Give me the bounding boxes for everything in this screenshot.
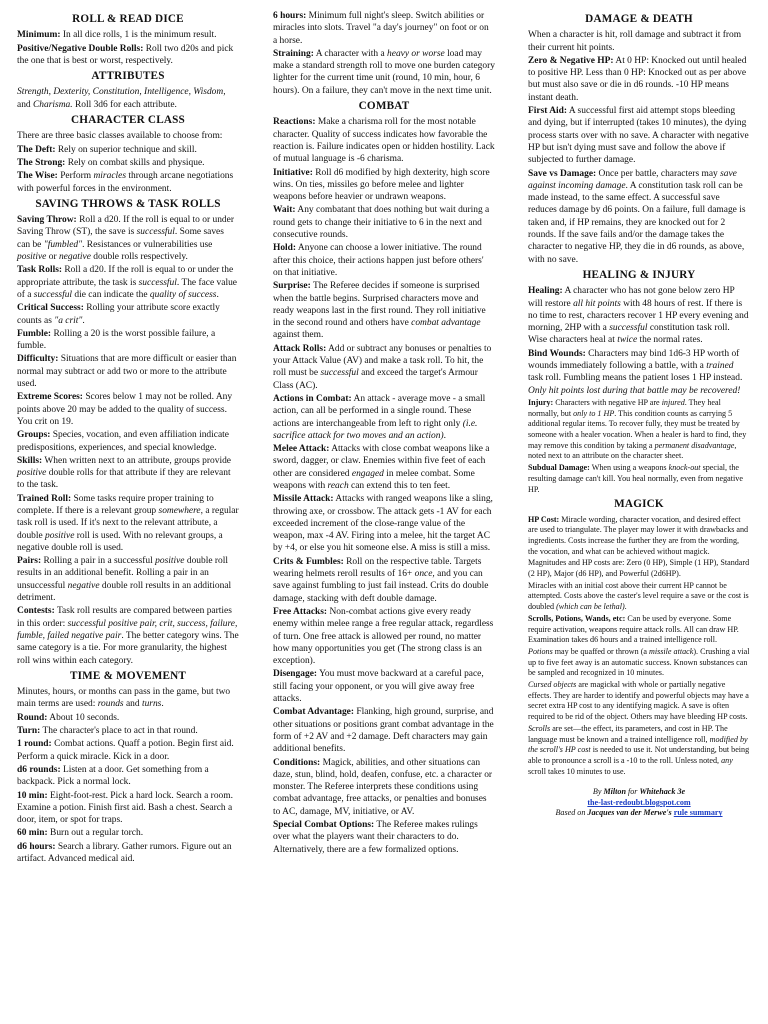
rule-double-rolls: Positive/Negative Double Rolls: Roll two d20s and pick the one that is best or worst, respectively. bbox=[17, 43, 234, 66]
class-intro: There are three basic classes available to choose from: bbox=[17, 131, 223, 142]
rule-crits-fumbles: Crits & Fumbles: Roll on the respective table. Targets wearing helmets reroll results of 16+ once, and you can save against fumbling to just fail instead. Crits do double damage, stacking with deft double damage. bbox=[273, 556, 489, 604]
section-title-attributes: ATTRIBUTES bbox=[91, 70, 165, 83]
section-title-roll-dice: ROLL & READ DICE bbox=[72, 13, 184, 25]
rule-6-hours: 6 hours: Minimum full night's sleep. Switch abilities or miracles into slots. Travel "a day's journey" on foot or on a horse. bbox=[273, 11, 489, 46]
rule-critical-success: Critical Success: Rolling your attribute score exactly counts as "a crit". bbox=[17, 303, 220, 326]
rule-minimum: Minimum: In all dice rolls, 1 is the minimum result. bbox=[17, 30, 217, 41]
rule-summary-link[interactable]: rule summary bbox=[673, 808, 723, 818]
rule-conditions: Conditions: Magick, abilities, and other situations can daze, stun, blind, hold, deafen, confuse, etc. a character or monster. The Referee interprets these conditions using combat advantage, free attacks, or penalties and bonuses to AC, damage, MV, initiative, or AV. bbox=[273, 757, 493, 817]
rule-actions-in-combat: Actions in Combat: An attack - average move - a small action, can all be performed in a single round. These actions are interchangeable from left to right only (i.e. sacrifice attack for two moves and an action). bbox=[273, 393, 486, 441]
rule-extreme-scores: Extreme Scores: Scores below 1 may not be rolled. Any points above 20 may be added to the quality of success. You crit on 19. bbox=[17, 392, 233, 427]
rule-melee-attack: Melee Attack: Attacks with close combat weapons like a sword, dagger, or claw. Enemies within five feet of each other are considered engaged in melee combat. Some weapons with reach can extend this to ten feet. bbox=[273, 444, 490, 491]
rule-magnitudes: Magnitudes and HP costs are: Zero (0 HP), Simple (1 HP), Standard (2 HP), Major (d6 HP), and Powerful (2d6HP). bbox=[528, 558, 750, 579]
rule-injury: Injury: Characters with negative HP are injured. They heal normally, but only to 1 HP. This condition counts as carrying 5 additional regular items. To recover fully, they must be treated by someone with a healer vocation. When a healer is hard to find, they may remove this condition by taking a permanent disadvantage, noted next to an attribute on the character sheet. bbox=[528, 397, 747, 461]
rule-special-combat-options: Special Combat Options: The Referee makes rulings over what the players want their characters to do. Alternatively, there are a few formalized options. bbox=[273, 820, 478, 855]
section-title-time-movement: TIME & MOVEMENT bbox=[69, 669, 187, 682]
rule-surprise: Surprise: The Referee decides if someone is surprised when the battle begins. Surprised characters move and ready weapons last in the first round. They roll initiative in the second round and others have combat advantage against them. bbox=[273, 281, 486, 341]
rule-damage-intro: When a character is hit, roll damage and subtract it from their current hit points. bbox=[528, 30, 742, 53]
rule-1-round: 1 round: Combat actions. Quaff a potion. Begin first aid. Perform a quick miracle. Kick in a door. bbox=[17, 739, 234, 762]
rule-contests: Contests: Task roll results are compared between parties in this order: successful positive pair, crit, success, failure, fumble, failed negative pair. The better category wins. The same category is a tie. For more granularity, the highest roll wins within each category. bbox=[17, 606, 239, 666]
rule-first-aid: First Aid: A successful first aid attempt stops bleeding and dying, but if interrupted (takes 10 minutes), the dying process starts over with no save. A character with negative HP but isn't dying must save and follow the above if subjected to further damage. bbox=[528, 106, 749, 166]
rule-zero-negative-hp: Zero & Negative HP: At 0 HP: Knocked out until healed to positive HP. Less than 0 HP: Knocked out as per above but must also save or die in d6 rounds. -10 HP means instant death. bbox=[528, 55, 747, 103]
rule-attack-rolls: Attack Rolls: Add or subtract any bonuses or penalties to your Attack Value (AV) and make a task roll. To hit, the roll must be successful and exceed the target's Armour Class (AC). bbox=[273, 343, 492, 391]
rule-groups: Groups: Species, vocation, and even affiliation indicate predispositions, experiences, and special knowledge. bbox=[17, 430, 229, 453]
rule-hold: Hold: Anyone can choose a lower initiative. The round after this choice, their actions happen just before others' on that initiative. bbox=[273, 243, 484, 278]
rule-fumble: Fumble: Rolling a 20 is the worst possible failure, a fumble. bbox=[17, 328, 216, 352]
rule-save-vs-damage: Save vs Damage: Once per battle, characters may save against incoming damage. A constitution task roll can be made instead, to the same effect. A successful save reduces damage by d6 points. On a failure, full damage is taken and, if HP remains, they are knocked out for 2 rounds. If the save fails and/or the damage takes the character to negative HP, they die in d6 rounds, as above, with no save. bbox=[528, 168, 746, 265]
rule-hp-cost: HP Cost: Miracle wording, character vocation, and desired effect are used to triangulate. The player may lower it with drawbacks and ingredients. Costs increase the further they are from the wording, the vocation, and what can be achieved without magick. bbox=[528, 514, 749, 556]
rule-potions: Potions may be quaffed or thrown (a missile attack). Crushing a vial up to five feet away is an automatic success. Known substances can be sampled and recognized in 10 minutes. bbox=[528, 646, 750, 678]
rule-10-min: 10 min: Eight-foot-rest. Pick a hard lock. Search a room. Examine a potion. Finish first aid. Bash a chest. Search a door, item, or spot for traps. bbox=[17, 790, 233, 826]
rule-scrolls-potions-wands: Scrolls, Potions, Wands, etc: Can be used by everyone. Some require activation, weapons require attack rolls. All can draw HP. Examination takes d6 hours and a trained intelligence roll. bbox=[528, 613, 739, 645]
column-middle bbox=[273, 10, 495, 857]
rule-disengage: Disengage: You must move backward at a careful pace, still facing your opponent, or you will give away free attacks. bbox=[273, 669, 484, 705]
rule-pairs: Pairs: Rolling a pair in a successful positive double roll results in an additional benefit. Rolling a pair in an unsuccessful negative double roll results in an additional detriment. bbox=[17, 556, 232, 604]
column-right bbox=[528, 10, 750, 819]
section-title-healing-injury: HEALING & INJURY bbox=[582, 268, 696, 281]
rule-missile-attack: Missile Attack: Attacks with ranged weapons like a sling, throwing axe, or crossbow. The attack gets -1 AV for each exceeded increment of the close-range value of the weapon, max -4 AV. Firing into a melee, hit the target AC by +4, or else you hit someone else. A miss is still a miss. bbox=[273, 494, 493, 554]
rule-task-rolls: Task Rolls: Roll a d20. If the roll is equal to or under the appropriate attribute, the task is successful. The face value of a successful die can indicate the quality of success. bbox=[17, 265, 237, 300]
rule-d6-rounds: d6 rounds: Listen at a door. Get something from a backpack. Pick a normal lock. bbox=[17, 764, 209, 788]
rule-wait: Wait: Any combatant that does nothing but wait during a round gets to change their initiative to 6 in the next and consecutive rounds. bbox=[273, 205, 490, 241]
rule-bind-wounds: Bind Wounds: Characters may bind 1d6-3 HP worth of wounds immediately following a battle, with a trained task roll. Fumbling means the patient loses 1 HP instead. Only hit points lost during that battle may be recovered! bbox=[528, 348, 743, 396]
section-title-damage-death: DAMAGE & DEATH bbox=[585, 13, 693, 25]
rule-initial-cost: Miracles with an initial cost above their current HP cannot be attempted. Costs above the caster's level require a save or the cost is doubled (which can be lethal). bbox=[528, 580, 749, 612]
rule-skills: Skills: When written next to an attribute, groups provide positive double rolls for that attribute if they are relevant to the task. bbox=[17, 455, 231, 491]
rule-subdual-damage: Subdual Damage: When using a weapons knock-out special, the resulting damage can't kill. You heal normally, even from negative HP. bbox=[528, 463, 743, 494]
credits-author-line: By Milton for Whitehack 3e bbox=[592, 787, 686, 797]
credits bbox=[528, 787, 750, 819]
rule-difficulty: Difficulty: Situations that are more difficult or easier than normal may subtract or add two or more to the attribute used. bbox=[17, 354, 237, 390]
rule-cursed-objects: Cursed objects are magickal with whole or partially negative effects. They are harder to identify and powerful objects may have a secret extra HP cost to any identifying magick. A save is often required to be rid of the object. Others may have bleeding HP costs. bbox=[528, 680, 749, 722]
rule-initiative: Initiative: Roll d6 modified by high dexterity, high score wins. On ties, missiles go before melee and lighter weapons before heavier or undrawn weapons. bbox=[273, 167, 490, 203]
rule-trained-roll: Trained Roll: Some tasks require proper training to complete. If there is a relevant group somewhere, a regular task roll is used. If it's next to the relevant attribute, a double positive roll is used. With no relevant groups, a negative double roll is used. bbox=[17, 493, 239, 553]
rule-turn: Turn: The character's place to act in that round. bbox=[17, 726, 198, 737]
rule-combat-advantage: Combat Advantage: Flanking, high ground, surprise, and other situations or positions grant combat advantage in the form of +2 AV and +2 damage. Deft characters may gain additional benefits. bbox=[273, 707, 494, 755]
rule-saving-throw: Saving Throw: Roll a d20. If the roll is equal to or under Saving Throw (ST), the save is successful. Some saves can be "fumbled". Resistances or vulnerabilities use positive or negative double rolls respectively. bbox=[17, 215, 234, 263]
section-title-saving-throws: SAVING THROWS & TASK ROLLS bbox=[35, 197, 221, 210]
rule-60-min: 60 min: Burn out a regular torch. bbox=[17, 828, 144, 839]
credits-based-line: Based on Jacques van der Merwe's rule summary bbox=[555, 808, 723, 818]
rule-round: Round: About 10 seconds. bbox=[17, 712, 120, 723]
section-title-combat: COMBAT bbox=[358, 100, 410, 113]
section-title-magick: MAGICK bbox=[614, 498, 664, 511]
rule-healing: Healing: A character who has not gone below zero HP will restore all hit points with 48 hours of rest. If there is no time to rest, characters recover 1 HP every evening and morning, 2HP with a successful constitution task roll. Wise characters heal at twice the normal rates. bbox=[528, 286, 749, 346]
blog-link[interactable]: the-last-redoubt.blogspot.com bbox=[587, 797, 691, 807]
rule-straining: Straining: A character with a heavy or worse load may make a standard strength roll to move one burden category lighter for the current time unit (round, 10 min, hour, 6 hours). On a failure, they can't move in the next time unit. bbox=[273, 48, 495, 96]
column-left bbox=[17, 10, 239, 866]
rule-attributes: Strength, Dexterity, Constitution, Intelligence, Wisdom, and Charisma. Roll 3d6 for each attribute. bbox=[17, 87, 226, 110]
rule-time-intro: Minutes, hours, or months can pass in the game, but two main terms are used: rounds and turns. bbox=[17, 687, 231, 710]
rule-reactions: Reactions: Make a charisma roll for the most notable character. Quality of success indicates how favorable the reaction is. Failure indicates open or hidden hostility. Lack of mutual language is -6 charisma. bbox=[273, 117, 495, 165]
rule-scrolls: Scrolls are set—the effect, its parameters, and cost in HP. The language must be known and a trained intelligence roll, modified by the scroll's HP cost is needed to use it. Not understanding, but being able to pronounce a scroll is a -10 to the roll. Unless noted, any scroll takes 10 minutes to use. bbox=[528, 723, 750, 776]
class-strong: The Strong: Rely on combat skills and physique. bbox=[17, 157, 205, 168]
rule-d6-hours: d6 hours: Search a library. Gather rumors. Figure out an artifact. Advanced medical aid. bbox=[17, 841, 232, 864]
rule-free-attacks: Free Attacks: Non-combat actions give every ready enemy within melee range a free regular attack, regardless of turn. One free attack is allowed per round, no matter how many opportunities you get (The strong class is an exception). bbox=[273, 606, 494, 667]
class-wise: The Wise: Perform miracles through arcane negotiations with powerful forces in the environment. bbox=[17, 171, 234, 194]
section-title-character-class: CHARACTER CLASS bbox=[71, 114, 185, 127]
class-deft: The Deft: Rely on superior technique and skill. bbox=[17, 144, 197, 155]
